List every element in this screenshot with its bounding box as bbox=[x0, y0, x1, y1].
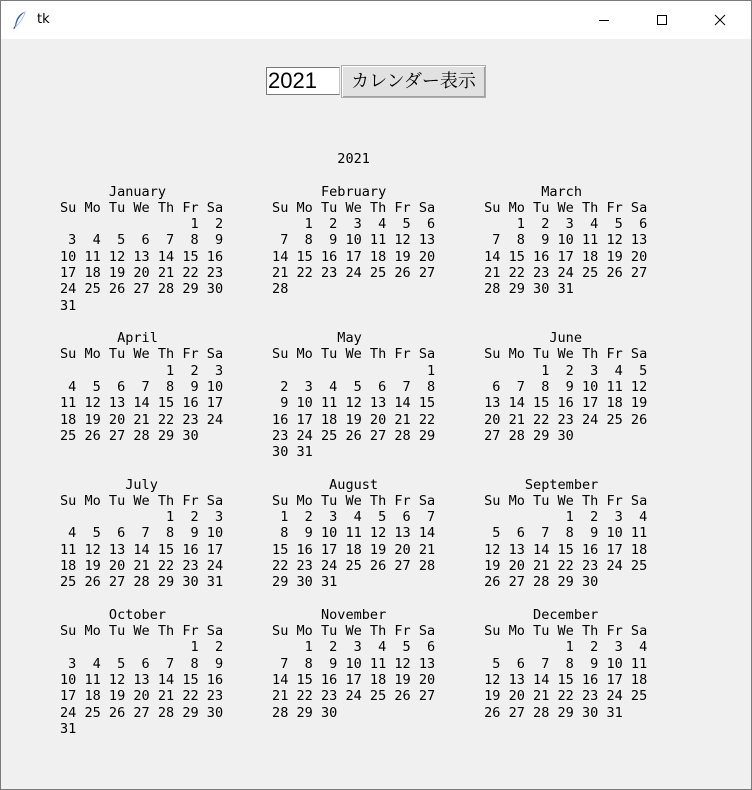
show-calendar-button[interactable]: カレンダー表示 bbox=[341, 65, 486, 98]
year-input[interactable] bbox=[266, 67, 340, 95]
close-button[interactable] bbox=[697, 1, 743, 39]
calendar-display: 2021 January February March Su Mo Tu We Th Fr Sa Su Mo Tu We Th Fr Sa Su Mo Tu We Th Fr Sa 1 2 1 2 3 4 5 6 1 2 3 4 5 6 3 4 5 6 7 8 9 7 8 9 10 11 12 13 7 8 9 10 11 12 13 10 11 12 13 14 15 16 14 15 16 17 18 19 20 14 15 16 17 18 19 20 17 18 19 20 21 22 23 21 22 23 24 25 26 27 21 22 23 24 25 26 27 24 25 26 27 28 29 30 28 28 29 30 31 31 April May June Su Mo Tu We Th Fr Sa Su Mo Tu We Th Fr Sa Su Mo Tu We Th Fr Sa 1 2 3 1 1 2 3 4 5 4 5 6 7 8 9 10 2 3 4 5 6 7 8 6 7 8 9 10 11 12 11 12 13 14 15 16 17 9 10 11 12 13 14 15 13 14 15 16 17 18 19 18 19 20 21 22 23 24 16 17 18 19 20 21 22 20 21 22 23 24 25 26 25 26 27 28 29 30 23 24 25 26 27 28 29 27 28 29 30 30 31 July August September Su Mo Tu We Th Fr Sa Su Mo Tu We Th Fr Sa Su Mo Tu We Th Fr Sa 1 2 3 1 2 3 4 5 6 7 1 2 3 4 4 5 6 7 8 9 10 8 9 10 11 12 13 14 5 6 7 8 9 10 11 11 12 13 14 15 16 17 15 16 17 18 19 20 21 12 13 14 15 16 17 18 18 19 20 21 22 23 24 22 23 24 25 26 27 28 19 20 21 22 23 24 25 25 26 27 28 29 30 31 29 30 31 26 27 28 29 30 October November December Su Mo Tu We Th Fr Sa Su Mo Tu We Th Fr Sa Su Mo Tu We Th Fr Sa 1 2 1 2 3 4 5 6 1 2 3 4 3 4 5 6 7 8 9 7 8 9 10 11 12 13 5 6 7 8 9 10 11 10 11 12 13 14 15 16 14 15 16 17 18 19 20 12 13 14 15 16 17 18 17 18 19 20 21 22 23 21 22 23 24 25 26 27 19 20 21 22 23 24 25 24 25 26 27 28 29 30 28 29 30 26 27 28 29 30 31 31 bbox=[60, 151, 648, 737]
maximize-icon bbox=[656, 14, 668, 26]
main-content bbox=[1, 39, 751, 789]
minimize-icon bbox=[598, 14, 610, 26]
title-bar[interactable] bbox=[1, 1, 751, 39]
feather-icon bbox=[13, 11, 27, 29]
minimize-button[interactable] bbox=[581, 1, 627, 39]
close-icon bbox=[714, 14, 726, 26]
window-title: tk bbox=[37, 12, 50, 27]
maximize-button[interactable] bbox=[639, 1, 685, 39]
